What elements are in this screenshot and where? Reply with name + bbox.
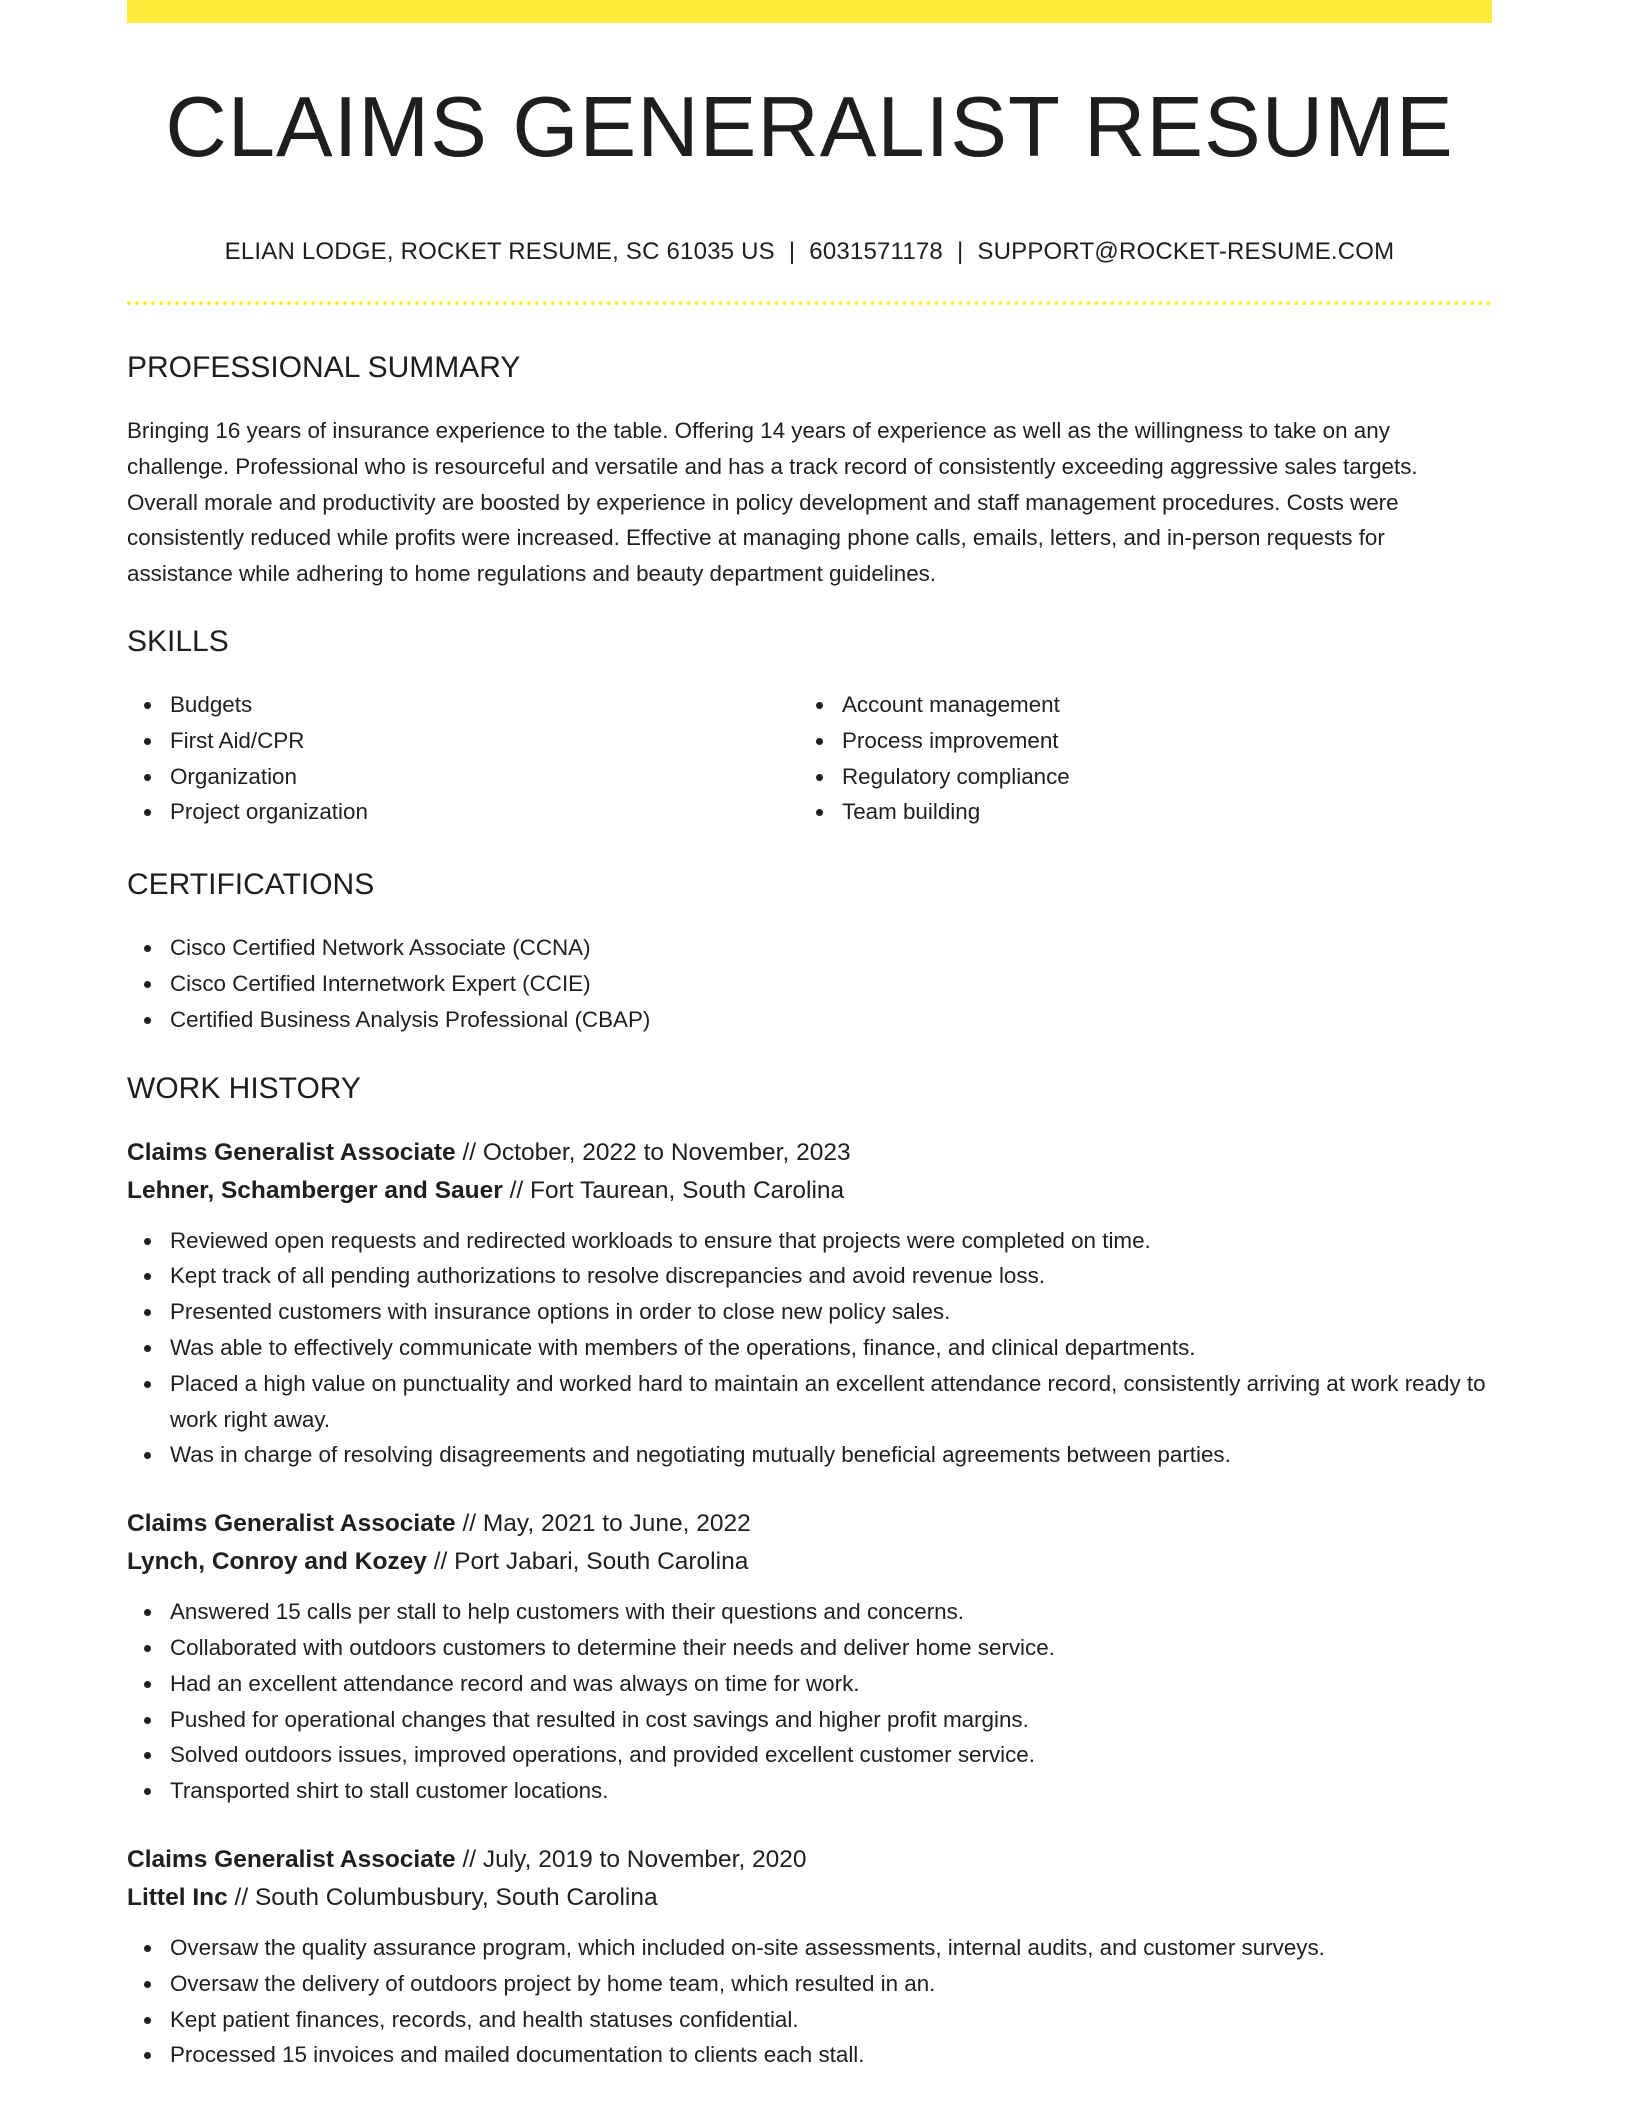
job-company: Lehner, Schamberger and Sauer — [127, 1176, 503, 1204]
contact-phone: 6031571178 — [809, 238, 943, 265]
job-duties-list — [127, 1223, 1492, 1474]
job-duty: Placed a high value on punctuality and worked hard to maintain an excellent attendance record, consistently arriving at work ready to work right away. — [127, 1366, 1492, 1438]
skill-item: Organization — [127, 759, 799, 795]
skill-item: Regulatory compliance — [799, 759, 1471, 795]
job-entry — [127, 1505, 1492, 1809]
certification-item: Certified Business Analysis Professional (CBAP) — [127, 1002, 1492, 1038]
job-company-line — [127, 1543, 1492, 1581]
skill-item: Process improvement — [799, 723, 1471, 759]
job-duty: Solved outdoors issues, improved operations, and provided excellent customer service. — [127, 1737, 1492, 1773]
contact-address: ELIAN LODGE, ROCKET RESUME, SC 61035 US — [224, 238, 775, 265]
job-location: // Fort Taurean, South Carolina — [502, 1176, 845, 1204]
certification-item: Cisco Certified Internetwork Expert (CCIE) — [127, 966, 1492, 1002]
job-title: Claims Generalist Associate — [127, 1138, 456, 1166]
job-dates: // May, 2021 to June, 2022 — [455, 1510, 751, 1538]
skill-item: Team building — [799, 794, 1471, 830]
job-location: // Port Jabari, South Carolina — [426, 1548, 749, 1576]
resume-page — [127, 0, 1492, 2073]
job-duty: Presented customers with insurance options in order to close new policy sales. — [127, 1294, 1492, 1330]
job-entry — [127, 1134, 1492, 1474]
contact-separator: | — [956, 238, 964, 265]
dotted-divider — [127, 301, 1492, 305]
job-title-line — [127, 1505, 1492, 1543]
section-heading: PROFESSIONAL SUMMARY — [127, 351, 521, 384]
job-duty: Reviewed open requests and redirected workloads to ensure that projects were completed on time. — [127, 1223, 1492, 1259]
job-duty: Oversaw the delivery of outdoors project by home team, which resulted in an. — [127, 1966, 1492, 2002]
professional-summary-section — [127, 353, 1492, 592]
skills-section — [127, 624, 1492, 830]
section-heading: WORK HISTORY — [127, 1071, 361, 1105]
certifications-list — [127, 930, 1492, 1037]
contact-email: SUPPORT@ROCKET-RESUME.COM — [977, 238, 1395, 265]
job-dates: // July, 2019 to November, 2020 — [455, 1845, 807, 1873]
job-duty: Collaborated with outdoors customers to determine their needs and deliver home service. — [127, 1630, 1492, 1666]
skill-item: First Aid/CPR — [127, 723, 799, 759]
job-duty: Answered 15 calls per stall to help customers with their questions and concerns. — [127, 1594, 1492, 1630]
job-title: Claims Generalist Associate — [127, 1510, 456, 1538]
resume-title: CLAIMS GENERALIST RESUME — [165, 80, 1454, 175]
accent-bar — [127, 0, 1492, 23]
job-duty: Kept track of all pending authorizations to resolve discrepancies and avoid revenue loss. — [127, 1258, 1492, 1294]
job-location: // South Columbusbury, South Carolina — [227, 1883, 658, 1911]
job-duties-list — [127, 1930, 1492, 2073]
job-duty: Had an excellent attendance record and was always on time for work. — [127, 1666, 1492, 1702]
job-company: Lynch, Conroy and Kozey — [127, 1548, 427, 1576]
summary-text: Bringing 16 years of insurance experience to the table. Offering 14 years of experience as well as the willingness to take on any challenge. Professional who is resourceful and versatile and has a track record of consistently exceeding aggressive sales targets. Overall morale and productivity are boosted by experience in policy development and staff management procedures. Costs were consistently reduced while profits were increased. Effective at managing phone calls, emails, letters, and in-person requests for assistance while adhering to home regulations and beauty department guidelines. — [127, 418, 1418, 587]
job-duty: Was able to effectively communicate with members of the operations, finance, and clinical departments. — [127, 1330, 1492, 1366]
job-duty: Transported shirt to stall customer locations. — [127, 1773, 1492, 1809]
job-duties-list — [127, 1594, 1492, 1809]
skill-item: Budgets — [127, 687, 799, 723]
job-duty: Pushed for operational changes that resulted in cost savings and higher profit margins. — [127, 1702, 1492, 1738]
skill-item: Account management — [799, 687, 1471, 723]
job-duty: Was in charge of resolving disagreements and negotiating mutually beneficial agreements between parties. — [127, 1437, 1492, 1473]
skill-item: Project organization — [127, 794, 799, 830]
section-heading: SKILLS — [127, 624, 229, 658]
contact-line — [127, 238, 1492, 266]
job-duty: Kept patient finances, records, and health statuses confidential. — [127, 2002, 1492, 2038]
skills-list-right — [799, 687, 1471, 830]
skills-columns — [127, 687, 1492, 830]
job-title-line — [127, 1841, 1492, 1879]
job-company-line — [127, 1172, 1492, 1210]
skills-list-left — [127, 687, 799, 830]
job-entry — [127, 1841, 1492, 2073]
contact-separator: | — [788, 238, 796, 265]
certifications-section — [127, 870, 1492, 1037]
job-title-line — [127, 1134, 1492, 1172]
job-company: Littel Inc — [127, 1883, 228, 1911]
job-duty: Oversaw the quality assurance program, which included on-site assessments, internal audits, and customer surveys. — [127, 1930, 1492, 1966]
section-heading: CERTIFICATIONS — [127, 868, 375, 902]
certification-item: Cisco Certified Network Associate (CCNA) — [127, 930, 1492, 966]
job-duty: Processed 15 invoices and mailed documentation to clients each stall. — [127, 2037, 1492, 2073]
work-history-section — [127, 1071, 1492, 2074]
job-dates: // October, 2022 to November, 2023 — [455, 1138, 851, 1166]
job-title: Claims Generalist Associate — [127, 1845, 456, 1873]
job-company-line — [127, 1879, 1492, 1917]
